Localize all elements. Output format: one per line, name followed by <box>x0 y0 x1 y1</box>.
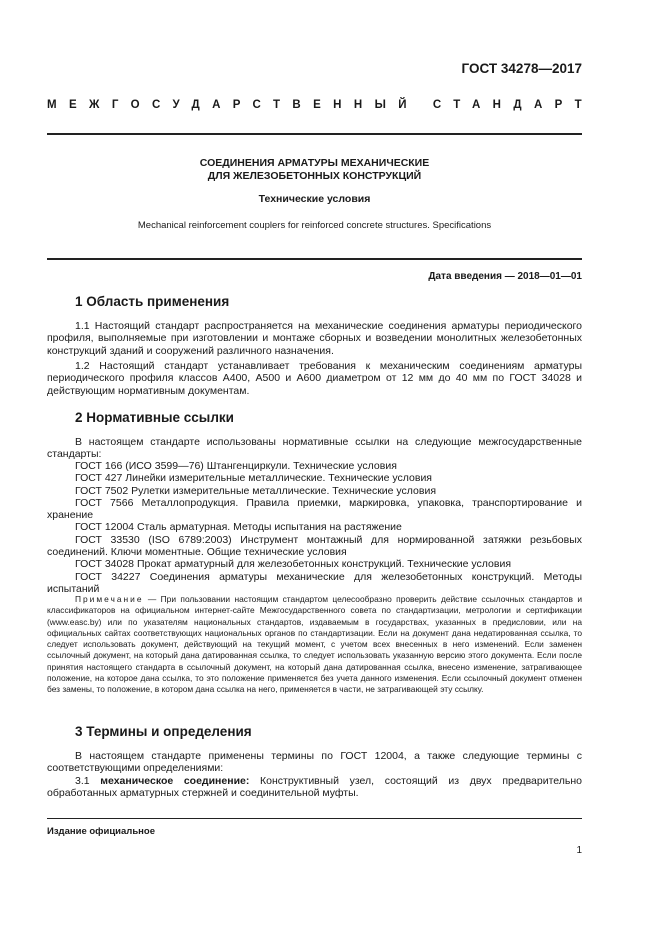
paragraph-1-1-text: 1.1 Настоящий стандарт распространяется на механические соединения арматуры периодического профиля, выполняемые при изготовлении и монтаже сборных и возведении монолитных железобетонных конструкций зданий и сооружений различного назначения. <box>47 320 582 357</box>
reference-item: ГОСТ 34028 Прокат арматурный для железобетонных конструкций. Технические условия <box>75 558 512 571</box>
standard-word: СТАНДАРТ <box>432 99 594 111</box>
reference-item: ГОСТ 12004 Сталь арматурная. Методы испытания на растяжение <box>75 521 402 534</box>
reference-item: ГОСТ 427 Линейки измерительные металлические. Технические условия <box>75 472 432 485</box>
interstate-standard-banner <box>47 99 594 111</box>
paragraph-1-2 <box>47 360 582 397</box>
reference-item: ГОСТ 7566 Металлопродукция. Правила приемки, маркировка, упаковка, транспортирование и хранение <box>47 496 582 522</box>
note-label: Примечание <box>75 594 144 604</box>
section-3-heading: 3 Термины и определения <box>75 724 252 739</box>
references-list <box>47 460 582 595</box>
section-2-intro <box>47 436 582 461</box>
term-number: 3.1 <box>75 775 90 787</box>
title-divider <box>47 258 582 260</box>
edition-label: Издание официальное <box>47 826 155 837</box>
section-2-intro-text: В настоящем стандарте использованы нормативные ссылки на следующие межгосударственные стандарты: <box>47 436 582 461</box>
reference-item: ГОСТ 7502 Рулетки измерительные металлические. Технические условия <box>75 484 437 497</box>
english-title: Mechanical reinforcement couplers for reinforced concrete structures. Specifications <box>137 220 492 231</box>
paragraph-1-2-text: 1.2 Настоящий стандарт устанавливает требования к механическим соединениям арматуры периодического профиля классов А400, А500 и А600 диаметром от 12 мм до 40 мм по ГОСТ 34028 и действующим нормативным документам. <box>47 360 582 397</box>
interstate-word: МЕЖГОСУДАРСТВЕННЫЙ <box>47 99 419 111</box>
title-line-1: СОЕДИНЕНИЯ АРМАТУРЫ МЕХАНИЧЕСКИЕ <box>199 157 430 169</box>
section-3-intro-text: В настоящем стандарте применены термины по ГОСТ 12004, а также следующие термины с соответствующими определениями: <box>47 750 582 775</box>
section-1-heading: 1 Область применения <box>75 294 230 309</box>
footer-divider <box>47 818 582 819</box>
term-name: механическое соединение: <box>100 775 250 787</box>
reference-item: ГОСТ 34227 Соединения арматуры механические для железобетонных конструкций. Методы испытаний <box>47 570 582 595</box>
note-text: — При пользовании настоящим стандартом целесообразно проверить действие ссылочных стандартов и классификаторов на официальном интернет-сайте Межгосударственного совета по стандартизации, метрологии и сертификации (www.easc.by) или по указателям национальных стандартов, издаваемым в государствах, указанных в предисловии, или на официальных сайтах соответствующих национальных органов по стандартизации. Если на документ дана недатированная ссылка, то следует использовать документ, действующий на текущий момент, с учетом всех внесенных в него изменений. Если заменен ссылочный документ, на который дана датированная ссылка, то следует использовать указанную версию этого документа. Если после принятия настоящего стандарта в ссылочный документ, на который дана датированная ссылка, внесено изменение, затрагивающее положение, на которое дана ссылка, то это положение применяется без учета данного изменения. Если ссылочный документ отменен без замены, то положение, в котором дана ссылка на него, применяется в части, не затрагивающей эту ссылку. <box>47 594 582 695</box>
reference-item: ГОСТ 33530 (ISO 6789:2003) Инструмент монтажный для нормированной затяжки резьбовых соединений. Ключи моментные. Общие технические условия <box>47 533 582 559</box>
page-number: 1 <box>576 845 582 856</box>
introduction-date: Дата введения — 2018—01—01 <box>428 271 582 282</box>
document-subtitle: Технические условия <box>258 193 371 205</box>
term-definition-text: Конструктивный узел, состоящий из двух предварительно обработанных арматурных стержней и соединительной муфты. <box>47 775 583 800</box>
section-2-heading: 2 Нормативные ссылки <box>75 410 234 425</box>
document-title <box>47 157 582 183</box>
header-divider <box>47 133 582 135</box>
note-block <box>47 594 582 696</box>
reference-item: ГОСТ 166 (ИСО 3599—76) Штангенциркули. Технические условия <box>75 460 397 472</box>
paragraph-1-1 <box>47 320 582 357</box>
section-3-intro <box>47 750 582 775</box>
term-definition <box>47 775 582 800</box>
title-line-2: ДЛЯ ЖЕЛЕЗОБЕТОННЫХ КОНСТРУКЦИЙ <box>207 170 422 182</box>
standard-number: ГОСТ 34278—2017 <box>461 61 582 76</box>
